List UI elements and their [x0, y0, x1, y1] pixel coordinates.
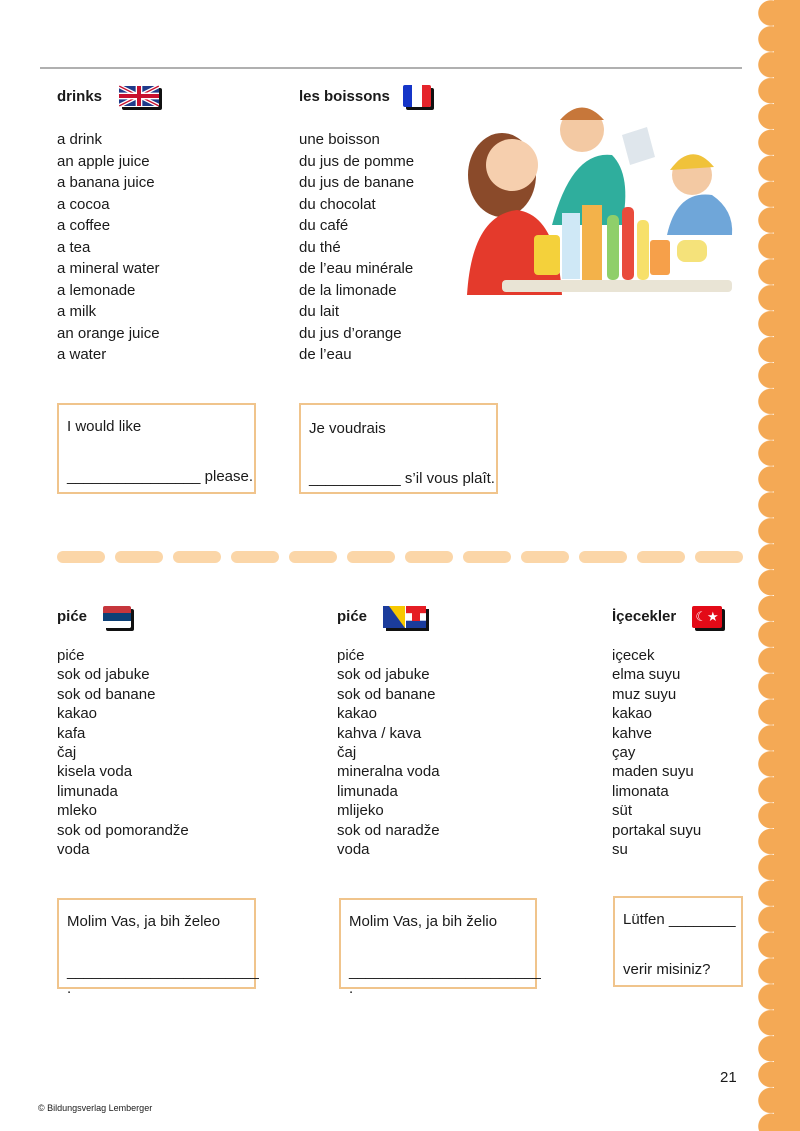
vocabulary-item: a water	[57, 346, 107, 363]
turkish-heading: İçecekler	[612, 608, 677, 625]
vocabulary-item: portakal suyu	[612, 821, 702, 839]
english-heading: drinks	[57, 88, 103, 105]
vocabulary-item: süt	[612, 802, 633, 820]
vocabulary-item: du thé	[299, 238, 341, 256]
children-drinks-illustration	[462, 95, 737, 300]
english-phrase-box	[57, 403, 256, 494]
turkish-phrase-box	[613, 896, 743, 987]
vocabulary-item: maden suyu	[612, 763, 694, 781]
vocabulary-item: piće	[57, 647, 85, 664]
vocabulary-item: içecek	[612, 647, 655, 664]
vocabulary-item: a milk	[57, 303, 97, 320]
vocabulary-item: an orange juice	[57, 324, 160, 342]
vocabulary-item: de l’eau	[299, 346, 352, 363]
vocabulary-item: a banana juice	[57, 174, 155, 191]
vocabulary-item: mineralna voda	[337, 763, 440, 781]
vocabulary-item: sok od jabuke	[57, 666, 150, 684]
vocabulary-item: a cocoa	[57, 195, 110, 213]
uk-flag-icon	[119, 85, 159, 107]
turkish-word-list	[612, 646, 701, 859]
vocabulary-item: sok od banane	[57, 685, 156, 703]
turkish-phrase-line2: verir misiniz?	[623, 961, 711, 978]
vocabulary-item: piće	[337, 647, 365, 664]
serbian-heading: piće	[57, 608, 88, 625]
vocabulary-item: elma suyu	[612, 666, 681, 684]
bosnian-croatian-phrase-line1: Molim Vas, ja bih želio	[349, 913, 498, 930]
vocabulary-item: muz suyu	[612, 685, 677, 703]
vocabulary-item: mlijeko	[337, 802, 384, 820]
vocabulary-item: sok od naradže	[337, 821, 440, 839]
vocabulary-item: čaj	[57, 744, 77, 762]
french-phrase-box	[299, 403, 498, 494]
vocabulary-item: čaj	[337, 744, 357, 762]
vocabulary-item: a lemonade	[57, 281, 136, 299]
turkish-phrase-line1: Lütfen ________	[623, 911, 736, 928]
french-heading: les boissons	[299, 88, 390, 105]
vocabulary-item: limonata	[612, 782, 669, 800]
serbian-phrase-line2: _______________________ .	[67, 963, 259, 997]
french-phrase-line2: ___________ s’il vous plaît.	[309, 470, 495, 487]
vocabulary-item: de l’eau minérale	[299, 260, 414, 277]
vocabulary-item: kakao	[57, 705, 98, 723]
vocabulary-item: de la limonade	[299, 281, 397, 299]
vocabulary-item: du jus de pomme	[299, 152, 415, 170]
vocabulary-item: du jus de banane	[299, 174, 415, 191]
serbian-phrase-box	[57, 898, 259, 997]
english-word-list	[57, 129, 160, 366]
copyright: © Bildungsverlag Lemberger	[38, 1103, 153, 1113]
bosnian-croatian-phrase-box	[339, 898, 541, 997]
serbian-phrase-line1: Molim Vas, ja bih želeo	[67, 913, 221, 930]
vocabulary-item: du lait	[299, 303, 340, 320]
english-phrase-line1: I would like	[67, 418, 142, 435]
top-divider	[40, 67, 742, 69]
france-flag-icon	[403, 85, 431, 107]
vocabulary-item: du jus d’orange	[299, 324, 402, 342]
vocabulary-item: a coffee	[57, 217, 111, 234]
vocabulary-item: çay	[612, 744, 636, 762]
english-phrase-line2: ________________ please.	[67, 468, 254, 485]
bosnian-croatian-heading: piće	[337, 608, 368, 625]
vocabulary-item: mleko	[57, 802, 98, 820]
french-phrase-line1: Je voudrais	[309, 420, 386, 437]
serbia-flag-icon	[103, 606, 131, 628]
vocabulary-item: limunada	[57, 782, 118, 800]
vocabulary-item: sok od banane	[337, 685, 436, 703]
vocabulary-item: une boisson	[299, 131, 380, 148]
vocabulary-item: kisela voda	[57, 763, 133, 781]
dashed-separator	[57, 551, 743, 563]
vocabulary-item: a mineral water	[57, 260, 160, 277]
vocabulary-item: a tea	[57, 238, 91, 256]
vocabulary-item: limunada	[337, 782, 398, 800]
vocabulary-item: du chocolat	[299, 195, 376, 213]
page-number: 21	[720, 1069, 737, 1086]
turkey-flag-icon: ☾★	[692, 606, 722, 628]
vocabulary-item: voda	[337, 841, 370, 859]
vocabulary-item: sok od jabuke	[337, 666, 430, 684]
vocabulary-item: du café	[299, 217, 349, 234]
bosnia-croatia-flags-icon	[383, 606, 426, 628]
orange-scalloped-border	[758, 0, 800, 1131]
vocabulary-item: kahve	[612, 724, 653, 742]
vocabulary-item: su	[612, 841, 628, 859]
vocabulary-item: a drink	[57, 131, 103, 148]
bosnian-croatian-word-list	[337, 646, 440, 859]
vocabulary-item: kahva / kava	[337, 724, 422, 742]
vocabulary-item: an apple juice	[57, 152, 150, 170]
vocabulary-item: kafa	[57, 724, 86, 742]
bosnian-croatian-phrase-line2: _______________________ .	[349, 963, 541, 997]
vocabulary-item: voda	[57, 841, 90, 859]
vocabulary-item: kakao	[337, 705, 378, 723]
serbian-word-list	[57, 646, 189, 859]
french-word-list	[299, 129, 414, 366]
vocabulary-item: sok od pomorandže	[57, 821, 189, 839]
vocabulary-item: kakao	[612, 705, 653, 723]
